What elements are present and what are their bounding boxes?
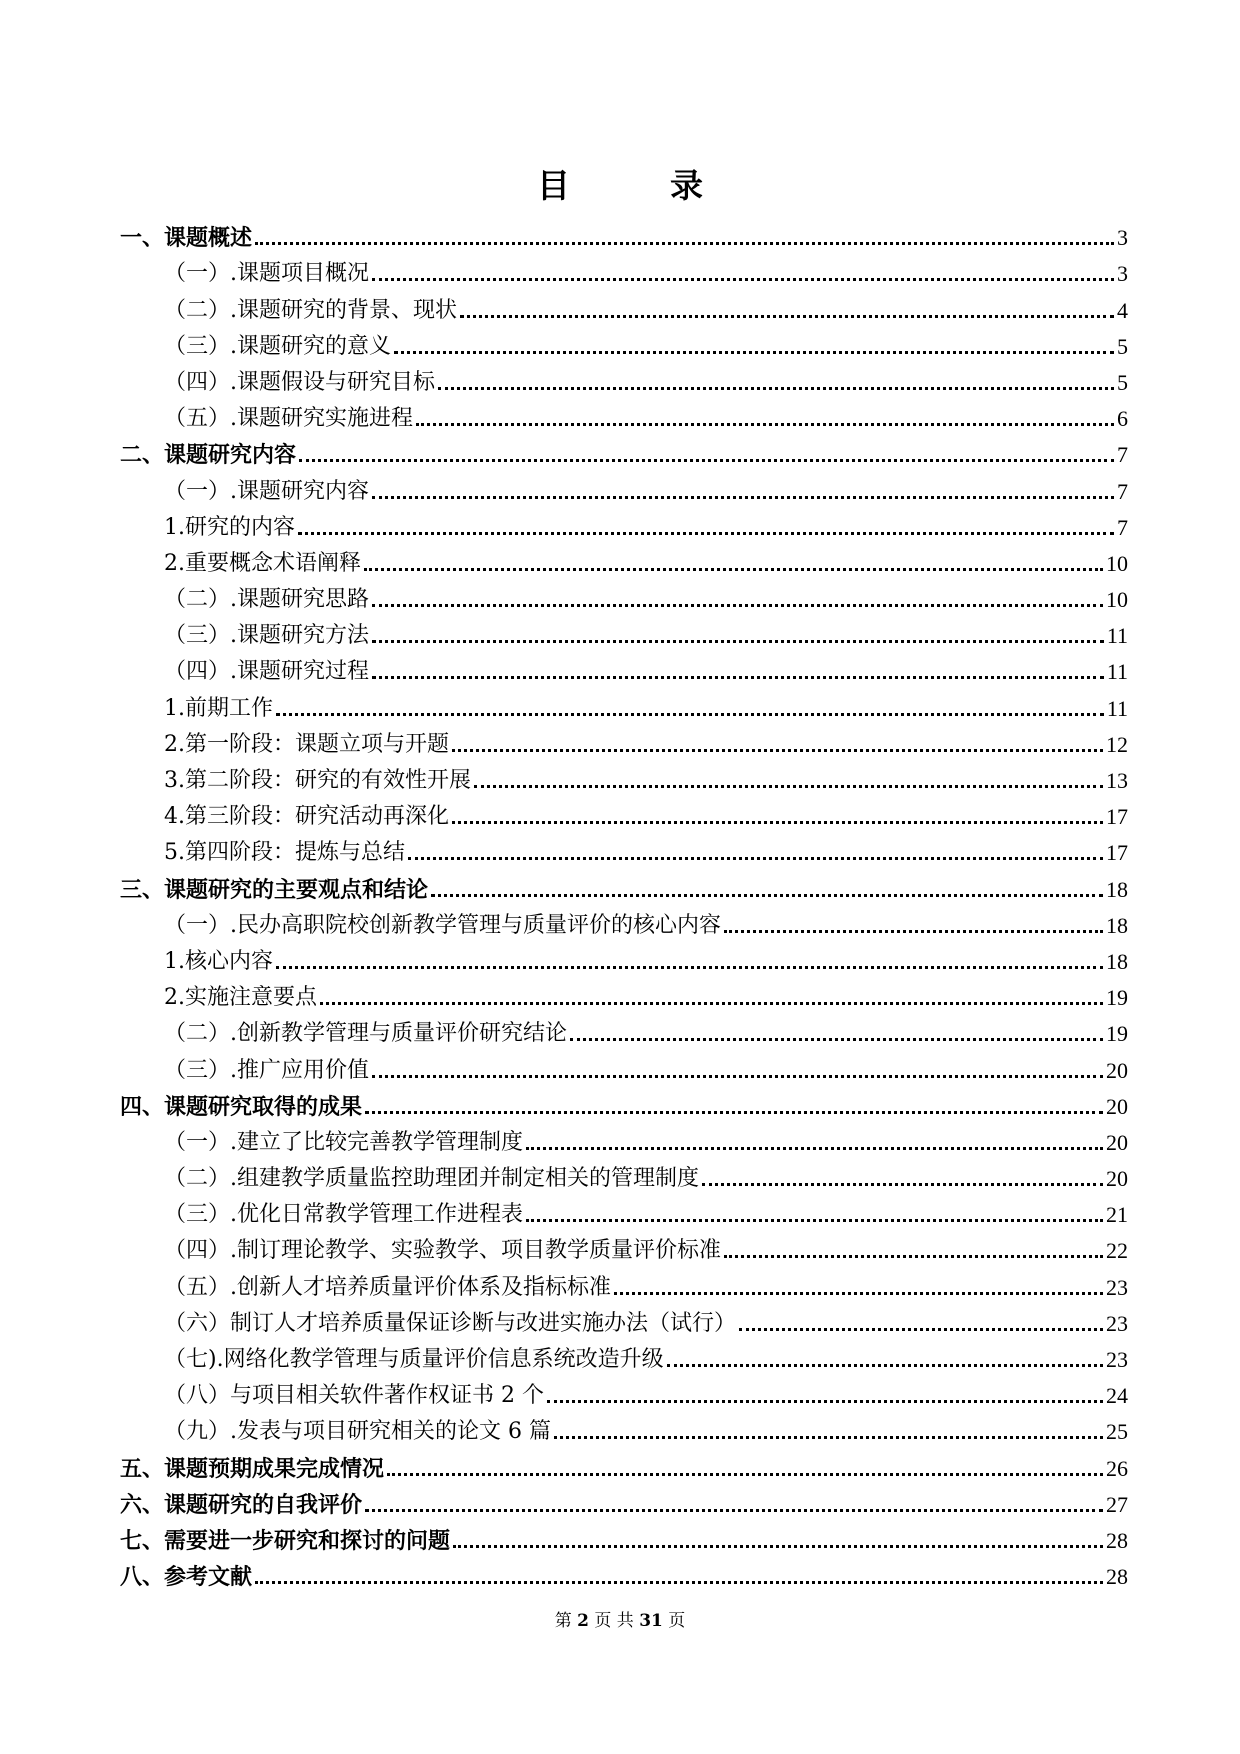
toc-entry-label: 5.第四阶段：提炼与总结 (164, 840, 405, 866)
toc-leader-dots (452, 749, 1103, 752)
toc-leader-dots (298, 532, 1114, 535)
toc-entry-page-number: 10 (1106, 550, 1128, 576)
toc-entry[interactable] (120, 1121, 1128, 1157)
toc-entry-label: （一）.建立了比较完善教学管理制度 (164, 1129, 523, 1155)
toc-entry-label: （三）.课题研究方法 (164, 623, 369, 649)
toc-leader-dots (547, 1400, 1103, 1403)
page-title (0, 160, 1240, 207)
toc-entry-page-number: 7 (1117, 514, 1128, 540)
toc-entry[interactable] (120, 288, 1128, 324)
toc-entry-page-number: 22 (1106, 1238, 1128, 1264)
toc-entry-page-number: 19 (1106, 1021, 1128, 1047)
toc-entry[interactable] (120, 1519, 1128, 1555)
toc-entry[interactable] (120, 976, 1128, 1012)
toc-leader-dots (460, 315, 1114, 318)
toc-entry[interactable] (120, 1157, 1128, 1193)
page-footer (0, 1606, 1240, 1631)
toc-leader-dots (365, 1509, 1103, 1512)
toc-entry-label: 1.前期工作 (164, 695, 273, 721)
toc-entry-page-number: 20 (1106, 1057, 1128, 1083)
toc-entry[interactable] (120, 252, 1128, 288)
toc-entry[interactable] (120, 867, 1128, 903)
toc-entry-page-number: 7 (1117, 442, 1128, 468)
toc-leader-dots (526, 1219, 1103, 1222)
toc-leader-dots (408, 857, 1103, 860)
toc-entry-label: （三）.优化日常教学管理工作进程表 (164, 1202, 523, 1228)
toc-leader-dots (364, 568, 1103, 571)
toc-entry-label: 二、课题研究内容 (120, 442, 297, 469)
toc-entry[interactable] (120, 397, 1128, 433)
toc-leader-dots (570, 1038, 1103, 1041)
toc-entry-label: （四）.课题研究过程 (164, 659, 369, 685)
toc-entry-label: （七).网络化教学管理与质量评价信息系统改造升级 (164, 1347, 664, 1372)
toc-entry-page-number: 6 (1117, 406, 1128, 432)
toc-entry-page-number: 28 (1106, 1527, 1128, 1553)
toc-entry[interactable] (120, 542, 1128, 578)
toc-leader-dots (365, 1111, 1103, 1114)
toc-leader-dots (416, 423, 1114, 426)
toc-entry-label: 2.重要概念术语阐释 (164, 550, 361, 576)
toc-entry[interactable] (120, 1012, 1128, 1048)
toc-entry-label: （三）.课题研究的意义 (164, 333, 391, 359)
toc-entry[interactable] (120, 1302, 1128, 1338)
toc-entry-label: 1.核心内容 (164, 948, 273, 974)
toc-entry-label: 三、课题研究的主要观点和结论 (120, 876, 429, 903)
footer-current-page: 2 (577, 1611, 589, 1631)
toc-entry-label: 2.第一阶段：课题立项与开题 (164, 731, 449, 757)
toc-entry-page-number: 18 (1106, 876, 1128, 902)
toc-leader-dots (372, 278, 1114, 281)
toc-entry-page-number: 26 (1106, 1455, 1128, 1481)
toc-leader-dots (255, 242, 1114, 245)
footer-total-pages: 31 (639, 1611, 663, 1631)
toc-entry-page-number: 20 (1106, 1129, 1128, 1155)
toc-entry[interactable] (120, 686, 1128, 722)
toc-entry[interactable] (120, 795, 1128, 831)
toc-entry-label: 六、课题研究的自我评价 (120, 1491, 363, 1518)
toc-entry-label: （二）.课题研究的背景、现状 (164, 297, 457, 323)
toc-entry-label: 一、课题概述 (120, 225, 253, 252)
toc-leader-dots (372, 640, 1104, 643)
toc-entry-page-number: 4 (1117, 297, 1128, 323)
footer-prefix: 第 (554, 1611, 572, 1631)
toc-entry-page-number: 10 (1106, 587, 1128, 613)
toc-leader-dots (387, 1473, 1103, 1476)
toc-entry[interactable] (120, 578, 1128, 614)
toc-entry-page-number: 5 (1117, 333, 1128, 359)
toc-entry-page-number: 11 (1106, 659, 1128, 685)
toc-leader-dots (255, 1581, 1103, 1584)
toc-entry-label: 八、参考文献 (120, 1564, 253, 1591)
toc-entry-label: 七、需要进一步研究和探讨的问题 (120, 1527, 451, 1554)
toc-entry-label: （一）.课题研究内容 (164, 478, 369, 504)
footer-suffix: 页 (668, 1611, 686, 1631)
toc-entry[interactable] (120, 1229, 1128, 1265)
toc-leader-dots (320, 1002, 1103, 1005)
toc-entry-page-number: 25 (1106, 1419, 1128, 1445)
toc-leader-dots (276, 966, 1103, 969)
toc-entry[interactable] (120, 1483, 1128, 1519)
toc-entry-label: （二）.创新教学管理与质量评价研究结论 (164, 1021, 567, 1047)
toc-entry-page-number: 3 (1117, 261, 1128, 287)
toc-leader-dots (372, 604, 1103, 607)
toc-entry-label: 四、课题研究取得的成果 (120, 1093, 363, 1120)
toc-entry[interactable] (120, 904, 1128, 940)
toc-leader-dots (372, 676, 1104, 679)
toc-entry-page-number: 18 (1106, 912, 1128, 938)
toc-entry-page-number: 11 (1106, 623, 1128, 649)
toc-entry[interactable] (120, 325, 1128, 361)
toc-entry-label: （五）.创新人才培养质量评价体系及指标标准 (164, 1274, 611, 1300)
toc-entry-label: 1.研究的内容 (164, 514, 295, 540)
toc-entry-page-number: 23 (1106, 1310, 1128, 1336)
toc-entry-page-number: 21 (1106, 1202, 1128, 1228)
toc-entry-page-number: 13 (1106, 768, 1128, 793)
toc-entry[interactable] (120, 940, 1128, 976)
toc-entry[interactable] (120, 1446, 1128, 1482)
toc-entry-page-number: 23 (1106, 1347, 1128, 1372)
toc-entry-label: 五、课题预期成果完成情况 (120, 1455, 385, 1482)
toc-entry[interactable] (120, 433, 1128, 469)
toc-entry-label: （二）.组建教学质量监控助理团并制定相关的管理制度 (164, 1166, 699, 1192)
toc-entry[interactable] (120, 216, 1128, 252)
toc-entry[interactable] (120, 361, 1128, 397)
toc-leader-dots (453, 1545, 1103, 1548)
toc-leader-dots (526, 1147, 1103, 1150)
toc-entry[interactable] (120, 759, 1128, 795)
toc-leader-dots (372, 496, 1114, 499)
toc-entry-label: （一）.民办高职院校创新教学管理与质量评价的核心内容 (164, 912, 721, 938)
toc-leader-dots (431, 894, 1103, 897)
toc-entry-page-number: 5 (1117, 369, 1128, 395)
toc-entry-label: 2.实施注意要点 (164, 985, 317, 1011)
toc-entry-label: （四）.制订理论教学、实验教学、项目教学质量评价标准 (164, 1238, 721, 1264)
toc-entry-page-number: 27 (1106, 1491, 1128, 1517)
toc-leader-dots (474, 785, 1103, 788)
toc-entry-label: （六）制订人才培养质量保证诊断与改进实施办法（试行） (164, 1310, 737, 1336)
toc-entry[interactable] (120, 1193, 1128, 1229)
toc-entry-page-number: 24 (1106, 1383, 1128, 1409)
toc-entry-page-number: 12 (1106, 731, 1128, 757)
toc-leader-dots (438, 387, 1114, 390)
toc-entry[interactable] (120, 1085, 1128, 1121)
toc-entry-page-number: 23 (1106, 1274, 1128, 1300)
toc-leader-dots (724, 930, 1103, 933)
toc-entry[interactable] (120, 831, 1128, 867)
toc-entry-label: （九）.发表与项目研究相关的论文 6 篇 (164, 1419, 551, 1445)
toc-leader-dots (394, 351, 1114, 354)
toc-leader-dots (299, 459, 1114, 462)
toc-entry[interactable] (120, 650, 1128, 686)
toc-entry-label: （二）.课题研究思路 (164, 587, 369, 613)
toc-entry-page-number: 28 (1106, 1564, 1128, 1590)
toc-entry-label: 4.第三阶段：研究活动再深化 (164, 804, 449, 830)
toc-entry-label: （一）.课题项目概况 (164, 261, 369, 287)
toc-entry[interactable] (120, 1374, 1128, 1410)
title-char-2: 录 (670, 166, 703, 205)
table-of-contents (120, 216, 1128, 1591)
toc-entry-page-number: 18 (1106, 948, 1128, 974)
toc-leader-dots (667, 1364, 1103, 1367)
toc-leader-dots (739, 1328, 1103, 1331)
toc-entry-label: （八）与项目相关软件著作权证书 2 个 (164, 1383, 544, 1409)
toc-leader-dots (614, 1292, 1103, 1295)
toc-entry-page-number: 7 (1117, 478, 1128, 504)
toc-entry-page-number: 17 (1106, 804, 1128, 830)
toc-leader-dots (724, 1255, 1103, 1258)
title-char-1: 目 (537, 166, 570, 205)
toc-entry[interactable] (120, 1410, 1128, 1446)
toc-leader-dots (702, 1183, 1103, 1186)
toc-leader-dots (276, 713, 1104, 716)
toc-entry[interactable] (120, 614, 1128, 650)
toc-entry[interactable] (120, 1555, 1128, 1591)
toc-entry[interactable] (120, 723, 1128, 759)
toc-entry-label: （五）.课题研究实施进程 (164, 406, 413, 432)
toc-entry-label: 3.第二阶段：研究的有效性开展 (164, 768, 471, 793)
toc-entry[interactable] (120, 1338, 1128, 1374)
toc-entry-page-number: 11 (1106, 695, 1128, 721)
footer-middle: 页 共 (594, 1611, 634, 1631)
toc-entry[interactable] (120, 1265, 1128, 1301)
toc-entry-page-number: 19 (1106, 985, 1128, 1011)
toc-entry-page-number: 17 (1106, 840, 1128, 866)
toc-entry-page-number: 3 (1117, 225, 1128, 251)
toc-entry-label: （三）.推广应用价值 (164, 1057, 369, 1083)
toc-leader-dots (452, 821, 1103, 824)
toc-entry-page-number: 20 (1106, 1166, 1128, 1192)
toc-leader-dots (372, 1075, 1103, 1078)
toc-leader-dots (554, 1436, 1103, 1439)
toc-entry[interactable] (120, 469, 1128, 505)
toc-entry[interactable] (120, 1048, 1128, 1084)
toc-entry-label: （四）.课题假设与研究目标 (164, 369, 435, 395)
toc-entry-page-number: 20 (1106, 1093, 1128, 1119)
toc-entry[interactable] (120, 506, 1128, 542)
